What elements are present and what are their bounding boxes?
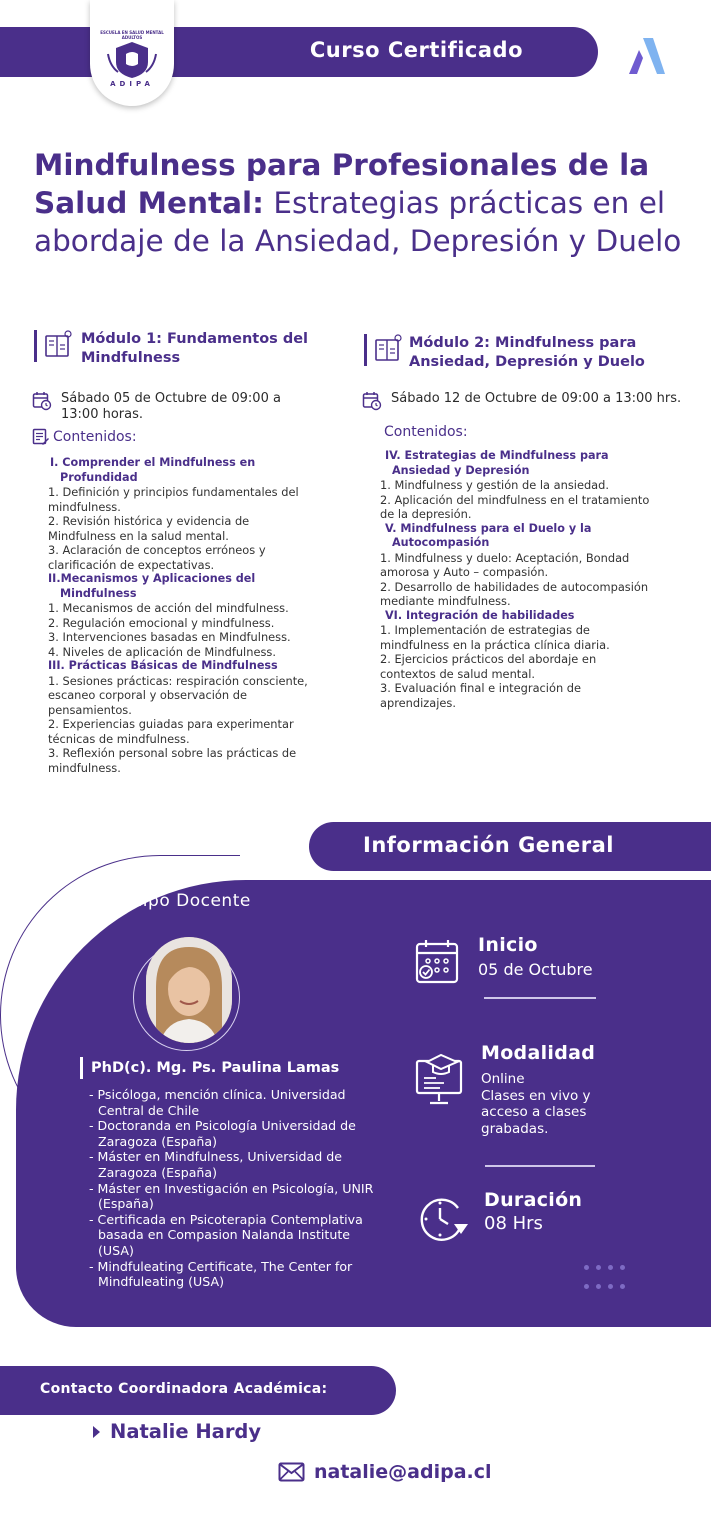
module1-date: Sábado 05 de Octubre de 09:00 a 13:00 horas. [61, 391, 281, 422]
module2-bar [364, 334, 367, 366]
logo-word: ADIPA [110, 80, 154, 88]
duration-value: 08 Hrs [484, 1213, 543, 1234]
contact-email-link[interactable] [278, 1461, 492, 1483]
m1-s3-item1: 1. Sesiones prácticas: respiración consciente, escaneo corporal y observación de pensamientos. [48, 673, 308, 717]
online-graduation-icon [414, 1053, 466, 1107]
m1-s2-item1: 1. Mecanismos de acción del mindfulness. [48, 601, 289, 615]
module2-contents-text: Contenidos: [384, 424, 468, 440]
m2-section2-heading: V. Mindfulness para el Duelo y la [385, 521, 592, 535]
mail-icon [278, 1462, 305, 1482]
module2-contents-label [384, 424, 468, 440]
teacher-cv-list [89, 1087, 374, 1290]
m1-s2-item2: 2. Regulación emocional y mindfulness. [48, 615, 275, 630]
caret-right-icon [93, 1426, 100, 1438]
m2-section1-heading: IV. Estrategias de Mindfulness para [385, 449, 609, 462]
modality-value-2: Clases en vivo y acceso a clases grabadas. [481, 1087, 591, 1137]
m2-s3-item1: 1. Implementación de estrategias de mindfulness en la práctica clínica diaria. [380, 623, 610, 652]
course-title-bold: Mindfulness para Profesionales de la Salud Mental: [34, 148, 650, 220]
cv-item: - Máster en Mindfulness, Universidad de Zaragoza (España) [89, 1149, 342, 1180]
module1-title: Módulo 1: Fundamentos del Mindfulness [81, 331, 309, 366]
teacher-name-bar [80, 1057, 83, 1079]
m2-s1-item2: 2. Aplicación del mindfulness en el tratamiento de la depresión. [380, 492, 650, 521]
module1-contents-list [48, 456, 318, 775]
module1-header [34, 330, 324, 368]
module2-title: Módulo 2: Mindfulness para Ansiedad, Depresión y Duelo [409, 335, 645, 370]
calendar-clock-icon [32, 391, 52, 411]
general-info-title: Información General [363, 833, 614, 857]
adipa-brand-icon [627, 36, 667, 76]
m1-s1-item3: 3. Aclaración de conceptos erróneos y clarificación de expectativas. [48, 543, 266, 572]
adipa-logo [90, 0, 174, 106]
m2-s2-item1: 1. Mindfulness y duelo: Aceptación, Bondad amorosa y Auto – compasión. [380, 550, 630, 579]
contact-bar [0, 1366, 396, 1415]
teacher-photo [146, 937, 232, 1043]
cv-item: - Doctoranda en Psicología Universidad de Zaragoza (España) [89, 1118, 356, 1149]
module2-header [364, 334, 684, 372]
cv-item: - Mindfuleating Certificate, The Center for Mindfuleating (USA) [89, 1258, 353, 1290]
m2-s3-item3: 3. Evaluación final e integración de aprendizajes. [380, 681, 582, 710]
start-value: 05 de Octubre [478, 960, 593, 979]
contact-label: Contacto Coordinadora Académica: [40, 1381, 328, 1397]
course-title-light: Estrategias prácticas en el abordaje de la Ansiedad, Depresión y Duelo [34, 186, 682, 258]
start-label: Inicio [478, 934, 538, 956]
duration-info [484, 1189, 582, 1234]
start-info [478, 934, 593, 979]
contact-name [93, 1420, 261, 1443]
m2-s2-item2: 2. Desarrollo de habilidades de autocompasión mediante mindfulness. [380, 579, 649, 608]
m1-s1-item1: 1. Definición y principios fundamentales del mindfulness. [48, 485, 299, 514]
module2-date-row [362, 391, 692, 411]
m2-section2-heading-cont: Autocompasión [392, 536, 490, 549]
document-pen-icon [32, 428, 50, 446]
cv-item: - Máster en Investigación en Psicología, UNIR (España) [89, 1180, 374, 1212]
contact-email-text[interactable]: natalie@adipa.cl [314, 1461, 492, 1483]
module-book-icon [373, 334, 403, 364]
teacher-name-text: PhD(c). Mg. Ps. Paulina Lamas [91, 1060, 340, 1076]
logo-emblem-icon [104, 40, 160, 80]
m1-section2-heading: II.Mecanismos y Aplicaciones del [48, 572, 256, 585]
clock-timer-icon [418, 1194, 470, 1244]
contact-name-text: Natalie Hardy [110, 1420, 262, 1443]
duration-label: Duración [484, 1189, 583, 1211]
module1-bar [34, 330, 37, 362]
module1-contents-label [32, 428, 137, 446]
module1-contents-text: Contenidos: [53, 429, 137, 445]
separator [485, 1165, 595, 1167]
m1-section1-heading: I. Comprender el Mindfulness en [50, 456, 256, 469]
m1-section3-heading: III. Prácticas Básicas de Mindfulness [48, 659, 278, 672]
logo-caption: ESCUELA EN SALUD MENTAL ADULTOS [100, 30, 164, 40]
teacher-avatar [146, 937, 232, 1043]
m1-s2-item4: 4. Niveles de aplicación de Mindfulness. [48, 644, 276, 659]
course-type-title: Curso Certificado [309, 38, 523, 62]
dots-decoration [584, 1264, 654, 1302]
m1-section1-heading-cont: Profundidad [60, 470, 138, 484]
m1-s3-item3: 3. Reflexión personal sobre las prácticas de mindfulness. [48, 746, 297, 775]
modality-label: Modalidad [481, 1042, 596, 1064]
cv-item: - Certificada en Psicoterapia Contemplativa basada en Compasion Nalanda Institute (USA) [89, 1211, 363, 1258]
m1-s3-item2: 2. Experiencias guiadas para experimentar técnicas de mindfulness. [48, 717, 294, 746]
module2-contents-list [380, 449, 655, 710]
m2-s1-item1: 1. Mindfulness y gestión de la ansiedad. [380, 478, 610, 492]
m1-s2-item3: 3. Intervenciones basadas en Mindfulness. [48, 630, 291, 644]
modality-info [481, 1042, 611, 1137]
calendar-clock-icon [362, 391, 382, 411]
separator [484, 997, 596, 999]
module-book-icon [43, 330, 73, 360]
module2-date: Sábado 12 de Octubre de 09:00 a 13:00 hrs. [391, 391, 682, 406]
module1-date-row [32, 391, 312, 423]
general-info-tab [309, 822, 711, 871]
m1-s1-item2: 2. Revisión histórica y evidencia de Mindfulness en la salud mental. [48, 514, 250, 543]
modality-value-1: Online [481, 1071, 525, 1087]
m2-section3-heading: VI. Integración de habilidades [385, 608, 575, 622]
m2-s3-item2: 2. Ejercicios prácticos del abordaje en contextos de salud mental. [380, 652, 597, 681]
cv-item: - Psicóloga, mención clínica. Universidad Central de Chile [89, 1087, 346, 1118]
course-title [34, 146, 684, 260]
team-label: Equipo Docente [109, 891, 251, 911]
m1-section2-heading-cont: Mindfulness [60, 586, 137, 600]
teacher-name [80, 1057, 339, 1079]
m2-section1-heading-cont: Ansiedad y Depresión [392, 463, 530, 477]
calendar-check-icon [414, 938, 462, 986]
